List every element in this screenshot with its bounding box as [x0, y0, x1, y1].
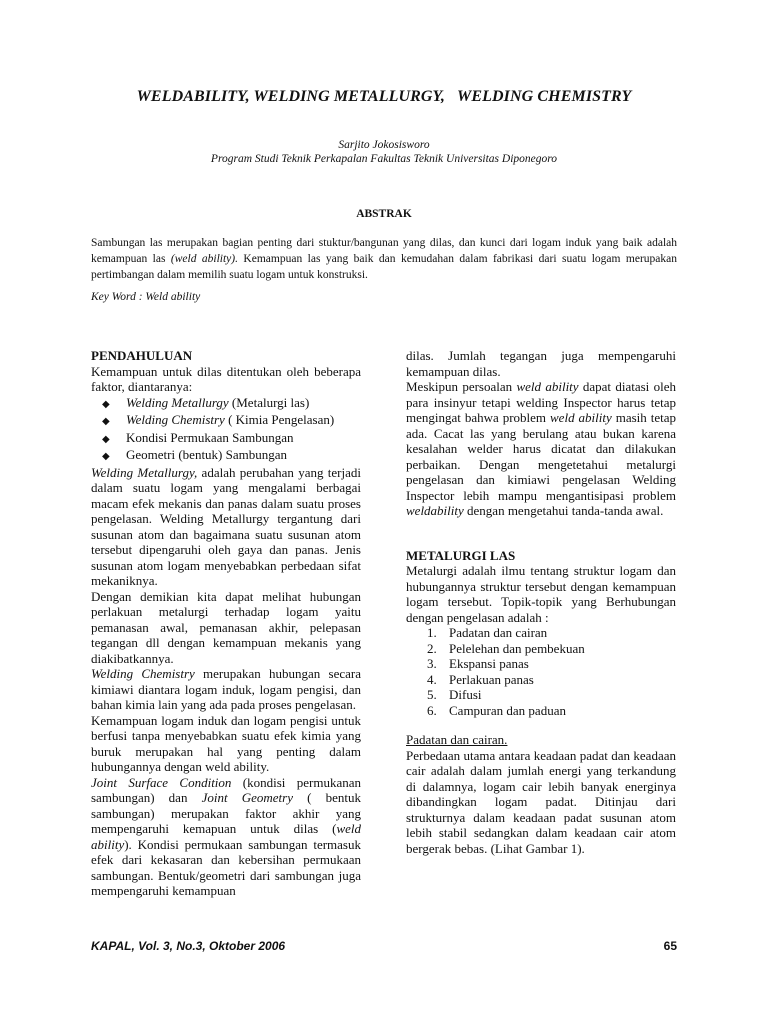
paragraph-italic: Welding Chemistry — [91, 666, 195, 681]
list-number: 5. — [427, 687, 437, 702]
paragraph: Dengan demikian kita dapat melihat hubungan perlakuan metalurgi terhadap logam yaitu pemanasan awal, pemanasan akhir, pelepasan tegangan dll dengan kemampuan mekanis yang diakibatkannya. — [91, 588, 361, 666]
list-item — [102, 430, 361, 448]
list-number: 2. — [427, 640, 437, 656]
paragraph-italic: Welding Metallurgy, — [91, 464, 198, 480]
list-item — [427, 703, 676, 719]
section-heading-pendahuluan: PENDAHULUAN — [91, 348, 193, 363]
factor-list — [91, 395, 361, 465]
list-item-text: Kondisi Permukaan Sambungan — [126, 429, 294, 445]
paragraph-italic: weld ability — [91, 821, 361, 852]
list-item — [427, 672, 676, 688]
paragraph — [406, 379, 676, 519]
keywords: Key Word : Weld ability — [91, 291, 201, 303]
diamond-bullet-icon: ◆ — [102, 398, 110, 410]
paragraph — [91, 775, 361, 899]
paragraph: Perbedaan utama antara keadaan padat dan keadaan cair adalah dalam jumlah energi yang terkandung di dalamnya, logam cair lebih banyak energinya dibandingkan logam padat. Ditinjau dari strukturnya dalam keadaan padat susunan atom lebih stabil sedangkan dalam keadaan cair atom bergerak bebas. (Lihat Gambar 1). — [406, 747, 676, 856]
list-item — [427, 656, 676, 672]
list-item-text: Perlakuan panas — [449, 671, 534, 687]
paragraph-text: ). Kondisi permukaan sambungan termasuk efek dari kekasaran dan kebersihan permukaan sambungan. Bentuk/geometri dari sambungan juga mempengaruhi kemampuan — [91, 836, 361, 898]
list-number: 4. — [427, 671, 437, 687]
paragraph-italic: weld ability — [550, 410, 612, 425]
paragraph-text: dapat diatasi oleh para insinyur tetapi welding Inspector harus tetap mengingat bahwa problem — [406, 379, 676, 425]
paragraph-text: dengan mengetahui tanda-tanda awal. — [463, 503, 664, 518]
list-number: 3. — [427, 656, 437, 671]
paragraph-text: (kondisi permukanan sambungan) dan — [91, 774, 361, 805]
page-number: 65 — [663, 939, 677, 953]
list-item — [427, 687, 676, 703]
abstract-text-italic: (weld ability). — [170, 253, 238, 265]
spacer — [406, 519, 676, 548]
paragraph-italic: weld ability — [516, 379, 579, 394]
left-column — [91, 348, 361, 899]
paragraph-italic: weldability — [406, 503, 464, 518]
paragraph-text: masih tetap ada. Cacat las yang berulang atau bukan karena kesalahan welder harus dicatat dan dilakukan perbaikan. Dengan mengetetahui metalurgi pengelasan dan kimiawi pengelasan Welding Inspector lebih mampu mengantisipasi problem — [406, 410, 676, 503]
paragraph: dilas. Jumlah tegangan juga mempengaruhi kemampuan dilas. — [406, 348, 676, 379]
footer-journal: KAPAL, Vol. 3, No.3, Oktober 2006 — [91, 939, 286, 953]
paragraph-text: Meskipun persoalan — [406, 379, 517, 394]
list-item — [427, 625, 676, 641]
list-item-text: Geometri (bentuk) Sambungan — [126, 447, 288, 462]
paragraph-text: merupakan hubungan secara kimiawi diantara logam induk, logam pengisi, dan bahan kimia lain yang ada pada proses pengelasan. — [91, 666, 361, 712]
section-heading-metalurgi: METALURGI LAS — [406, 547, 516, 563]
list-item — [102, 447, 361, 465]
abstract-text-part: Sambungan las merupakan bagian penting dari stuktur/bangunan yang dilas, dan kunci dari logam induk yang baik adalah kemampuan las — [91, 237, 677, 265]
diamond-bullet-icon: ◆ — [102, 433, 110, 445]
intro-paragraph: Kemampuan untuk dilas ditentukan oleh beberapa faktor, diantaranya: — [91, 363, 361, 394]
paragraph — [91, 666, 361, 713]
right-column — [406, 348, 676, 856]
list-number: 1. — [427, 625, 437, 640]
list-item-text: ( Kimia Pengelasan) — [224, 412, 335, 427]
list-item-text: Padatan dan cairan — [449, 625, 548, 640]
paragraph-text: ( bentuk sambungan) merupakan faktor akhir yang mempengaruhi kemapuan untuk dilas ( — [91, 790, 361, 836]
list-item-italic: Welding Metallurgy — [126, 394, 229, 410]
list-number: 6. — [427, 702, 437, 718]
author-affiliation: Program Studi Teknik Perkapalan Fakultas Teknik Universitas Diponegoro — [210, 153, 558, 165]
paragraph: Kemampuan logam induk dan logam pengisi untuk berfusi tanpa menyebabkan suatu efek kimia yang buruk merupakan hal yang penting dalam hubungannya dengan weld ability. — [91, 712, 361, 774]
list-item-text: Pelelehan dan pembekuan — [449, 640, 585, 656]
diamond-bullet-icon: ◆ — [102, 416, 110, 427]
abstract-text-part: Kemampuan las yang baik dan kemudahan dalam fabrikasi dari suatu logam merupakan pertimbangan dalam memilih suatu logam untuk konstruksi. — [91, 253, 677, 281]
diamond-bullet-icon: ◆ — [102, 451, 110, 462]
paragraph: Metalurgi adalah ilmu tentang struktur logam dan hubungannya struktur tersebut dengan kemampuan logam tersebut. Topik-topik yang Berhubungan dengan pengelasan adalah : — [406, 563, 676, 625]
list-item-text: Difusi — [449, 687, 482, 702]
paragraph — [91, 465, 361, 589]
paragraph-italic: Joint Geometry — [201, 790, 293, 805]
abstract-heading: ABSTRAK — [356, 208, 412, 220]
subsection-heading: Padatan dan cairan. — [406, 732, 508, 747]
list-item-italic: Welding Chemistry — [126, 412, 225, 427]
author-name: Sarjito Jokosisworo — [338, 139, 430, 151]
list-item-text: Campuran dan paduan — [449, 702, 566, 718]
list-item — [427, 641, 676, 657]
list-item-text: (Metalurgi las) — [228, 394, 310, 410]
list-item — [102, 395, 361, 413]
paragraph-italic: Joint Surface Condition — [91, 774, 232, 790]
spacer — [406, 718, 676, 732]
list-item-text: Ekspansi panas — [449, 656, 529, 671]
list-item — [102, 412, 361, 430]
paper-title: WELDABILITY, WELDING METALLURGY, WELDING CHEMISTRY — [136, 88, 632, 105]
topic-list — [406, 625, 676, 718]
abstract-text — [91, 235, 677, 283]
paragraph-text: adalah perubahan yang terjadi dalam suatu logam yang mengalami berbagai macam efek mekanis dan panas dalam suatu proses pengelasan. Welding Metallurgy tergantung dari susunan atom dan bagaimana suatu susunan atom tersebut dipengaruhi oleh gaya dan panas. Jenis susunan atom logam menyebabkan perbedaan sifat mekaniknya. — [91, 464, 361, 588]
